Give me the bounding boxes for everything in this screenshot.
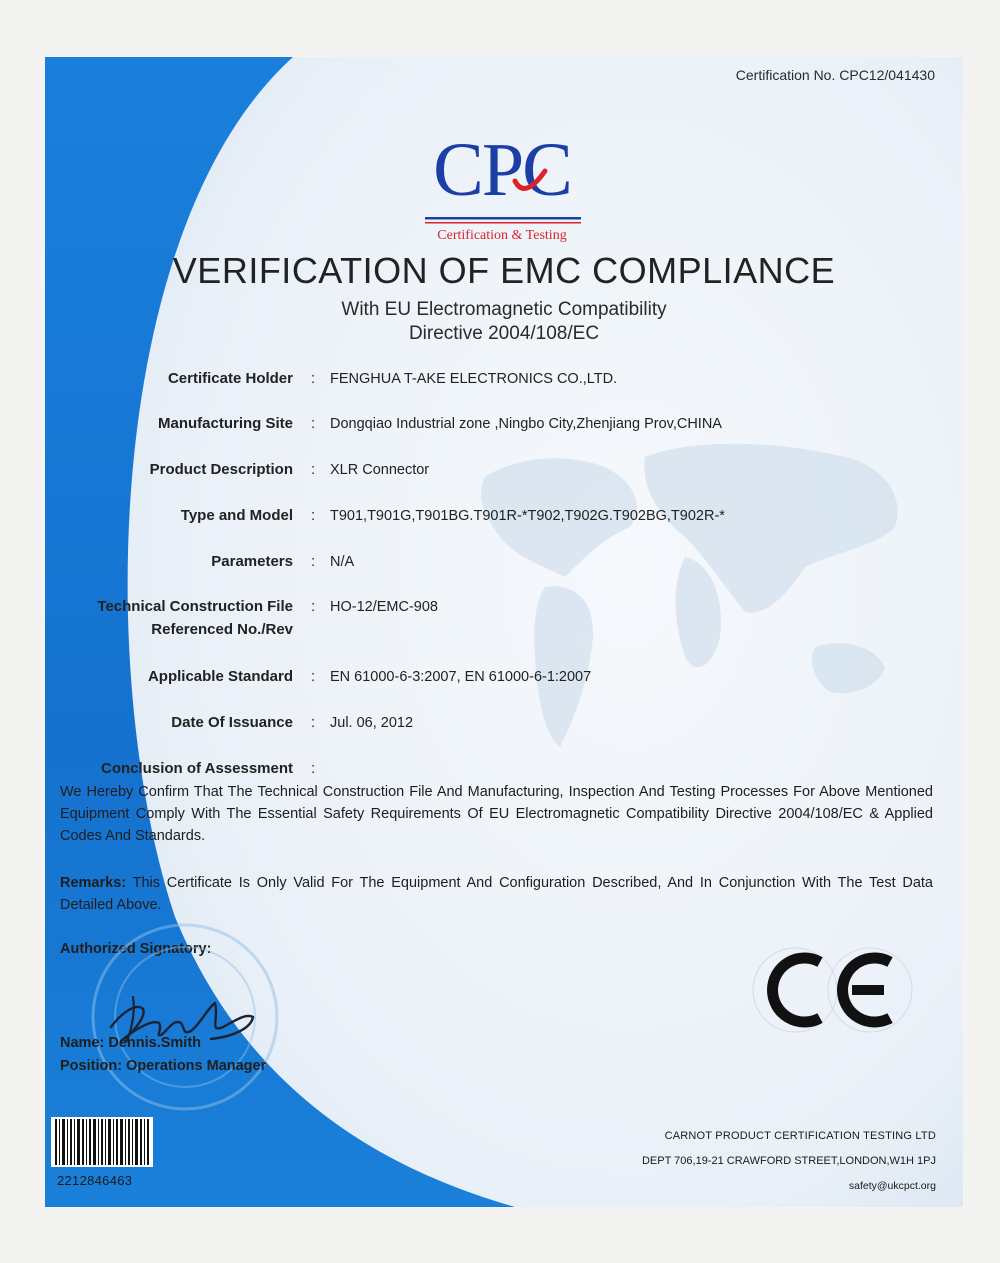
certification-number: Certification No. CPC12/041430 <box>735 67 935 83</box>
product-value: XLR Connector <box>330 462 430 478</box>
tcf-colon: : <box>311 598 316 615</box>
tcf-label-line-2: Referenced No./Rev <box>151 621 293 638</box>
barcode <box>51 1117 153 1167</box>
site-label: Manufacturing Site <box>157 415 293 432</box>
holder-colon: : <box>311 370 316 387</box>
barcode-number: 2212846463 <box>57 1173 133 1188</box>
standard-label: Applicable Standard <box>147 668 293 685</box>
tcf-value: HO-12/EMC-908 <box>330 599 438 615</box>
conclusion-label: Conclusion of Assessment <box>101 760 293 777</box>
remarks-text: This Certificate Is Only Valid For The Equipment And Configuration Described, And In Conjunction With The Test Data Detailed Above. <box>60 875 933 913</box>
parameters-colon: : <box>311 553 316 570</box>
issuer-address: DEPT 706,19-21 CRAWFORD STREET,LONDON,W1H 1PJ <box>641 1155 936 1167</box>
model-label: Type and Model <box>180 507 293 524</box>
site-colon: : <box>311 415 316 432</box>
issuer-name: CARNOT PRODUCT CERTIFICATION TESTING LTD <box>664 1130 936 1142</box>
issuer-email: safety@ukcpct.org <box>848 1180 936 1192</box>
cpc-logo <box>417 123 587 243</box>
remarks-paragraph <box>60 872 933 916</box>
subtitle-line-2: Directive 2004/108/EC <box>408 323 600 344</box>
ce-mark-icon <box>740 940 925 1040</box>
signatory-position: Position: Operations Manager <box>60 1058 267 1074</box>
date-colon: : <box>311 714 316 731</box>
subtitle-line-1: With EU Electromagnetic Compatibility <box>341 299 667 320</box>
standard-value: EN 61000-6-3:2007, EN 61000-6-1:2007 <box>330 669 592 685</box>
conclusion-colon: : <box>311 760 316 777</box>
product-label: Product Description <box>149 461 293 478</box>
signatory-label: Authorized Signatory: <box>60 941 212 957</box>
document-title: VERIFICATION OF EMC COMPLIANCE <box>172 250 836 291</box>
standard-colon: : <box>311 668 316 685</box>
model-value: T901,T901G,T901BG.T901R-*T902,T902G.T902BG,T902R-* <box>330 508 725 524</box>
signatory-name: Name: Dennis.Smith <box>60 1035 201 1051</box>
date-label: Date Of Issuance <box>171 714 293 731</box>
tcf-label-line-1: Technical Construction File <box>97 598 293 615</box>
remarks-label: Remarks: <box>60 875 127 891</box>
parameters-value: N/A <box>330 554 355 570</box>
holder-label: Certificate Holder <box>167 370 293 387</box>
date-value: Jul. 06, 2012 <box>330 715 414 731</box>
logo-tagline: Certification & Testing <box>437 228 567 243</box>
svg-text:CPC: CPC <box>433 128 571 212</box>
conclusion-text: We Hereby Confirm That The Technical Construction File And Manufacturing, Inspection And Testing Processes For Above Mentioned Equipment Comply With The Essential Safety Requirements Of EU Electromagnetic Compatibility Directive 2004/108/EC & Applied Codes And Standards. <box>60 784 933 844</box>
parameters-label: Parameters <box>211 553 293 570</box>
product-colon: : <box>311 461 316 478</box>
holder-value: FENGHUA T-AKE ELECTRONICS CO.,LTD. <box>330 371 618 387</box>
site-value: Dongqiao Industrial zone ,Ningbo City,Zhenjiang Prov,CHINA <box>330 416 722 432</box>
certificate <box>45 57 963 1207</box>
model-colon: : <box>311 507 316 524</box>
